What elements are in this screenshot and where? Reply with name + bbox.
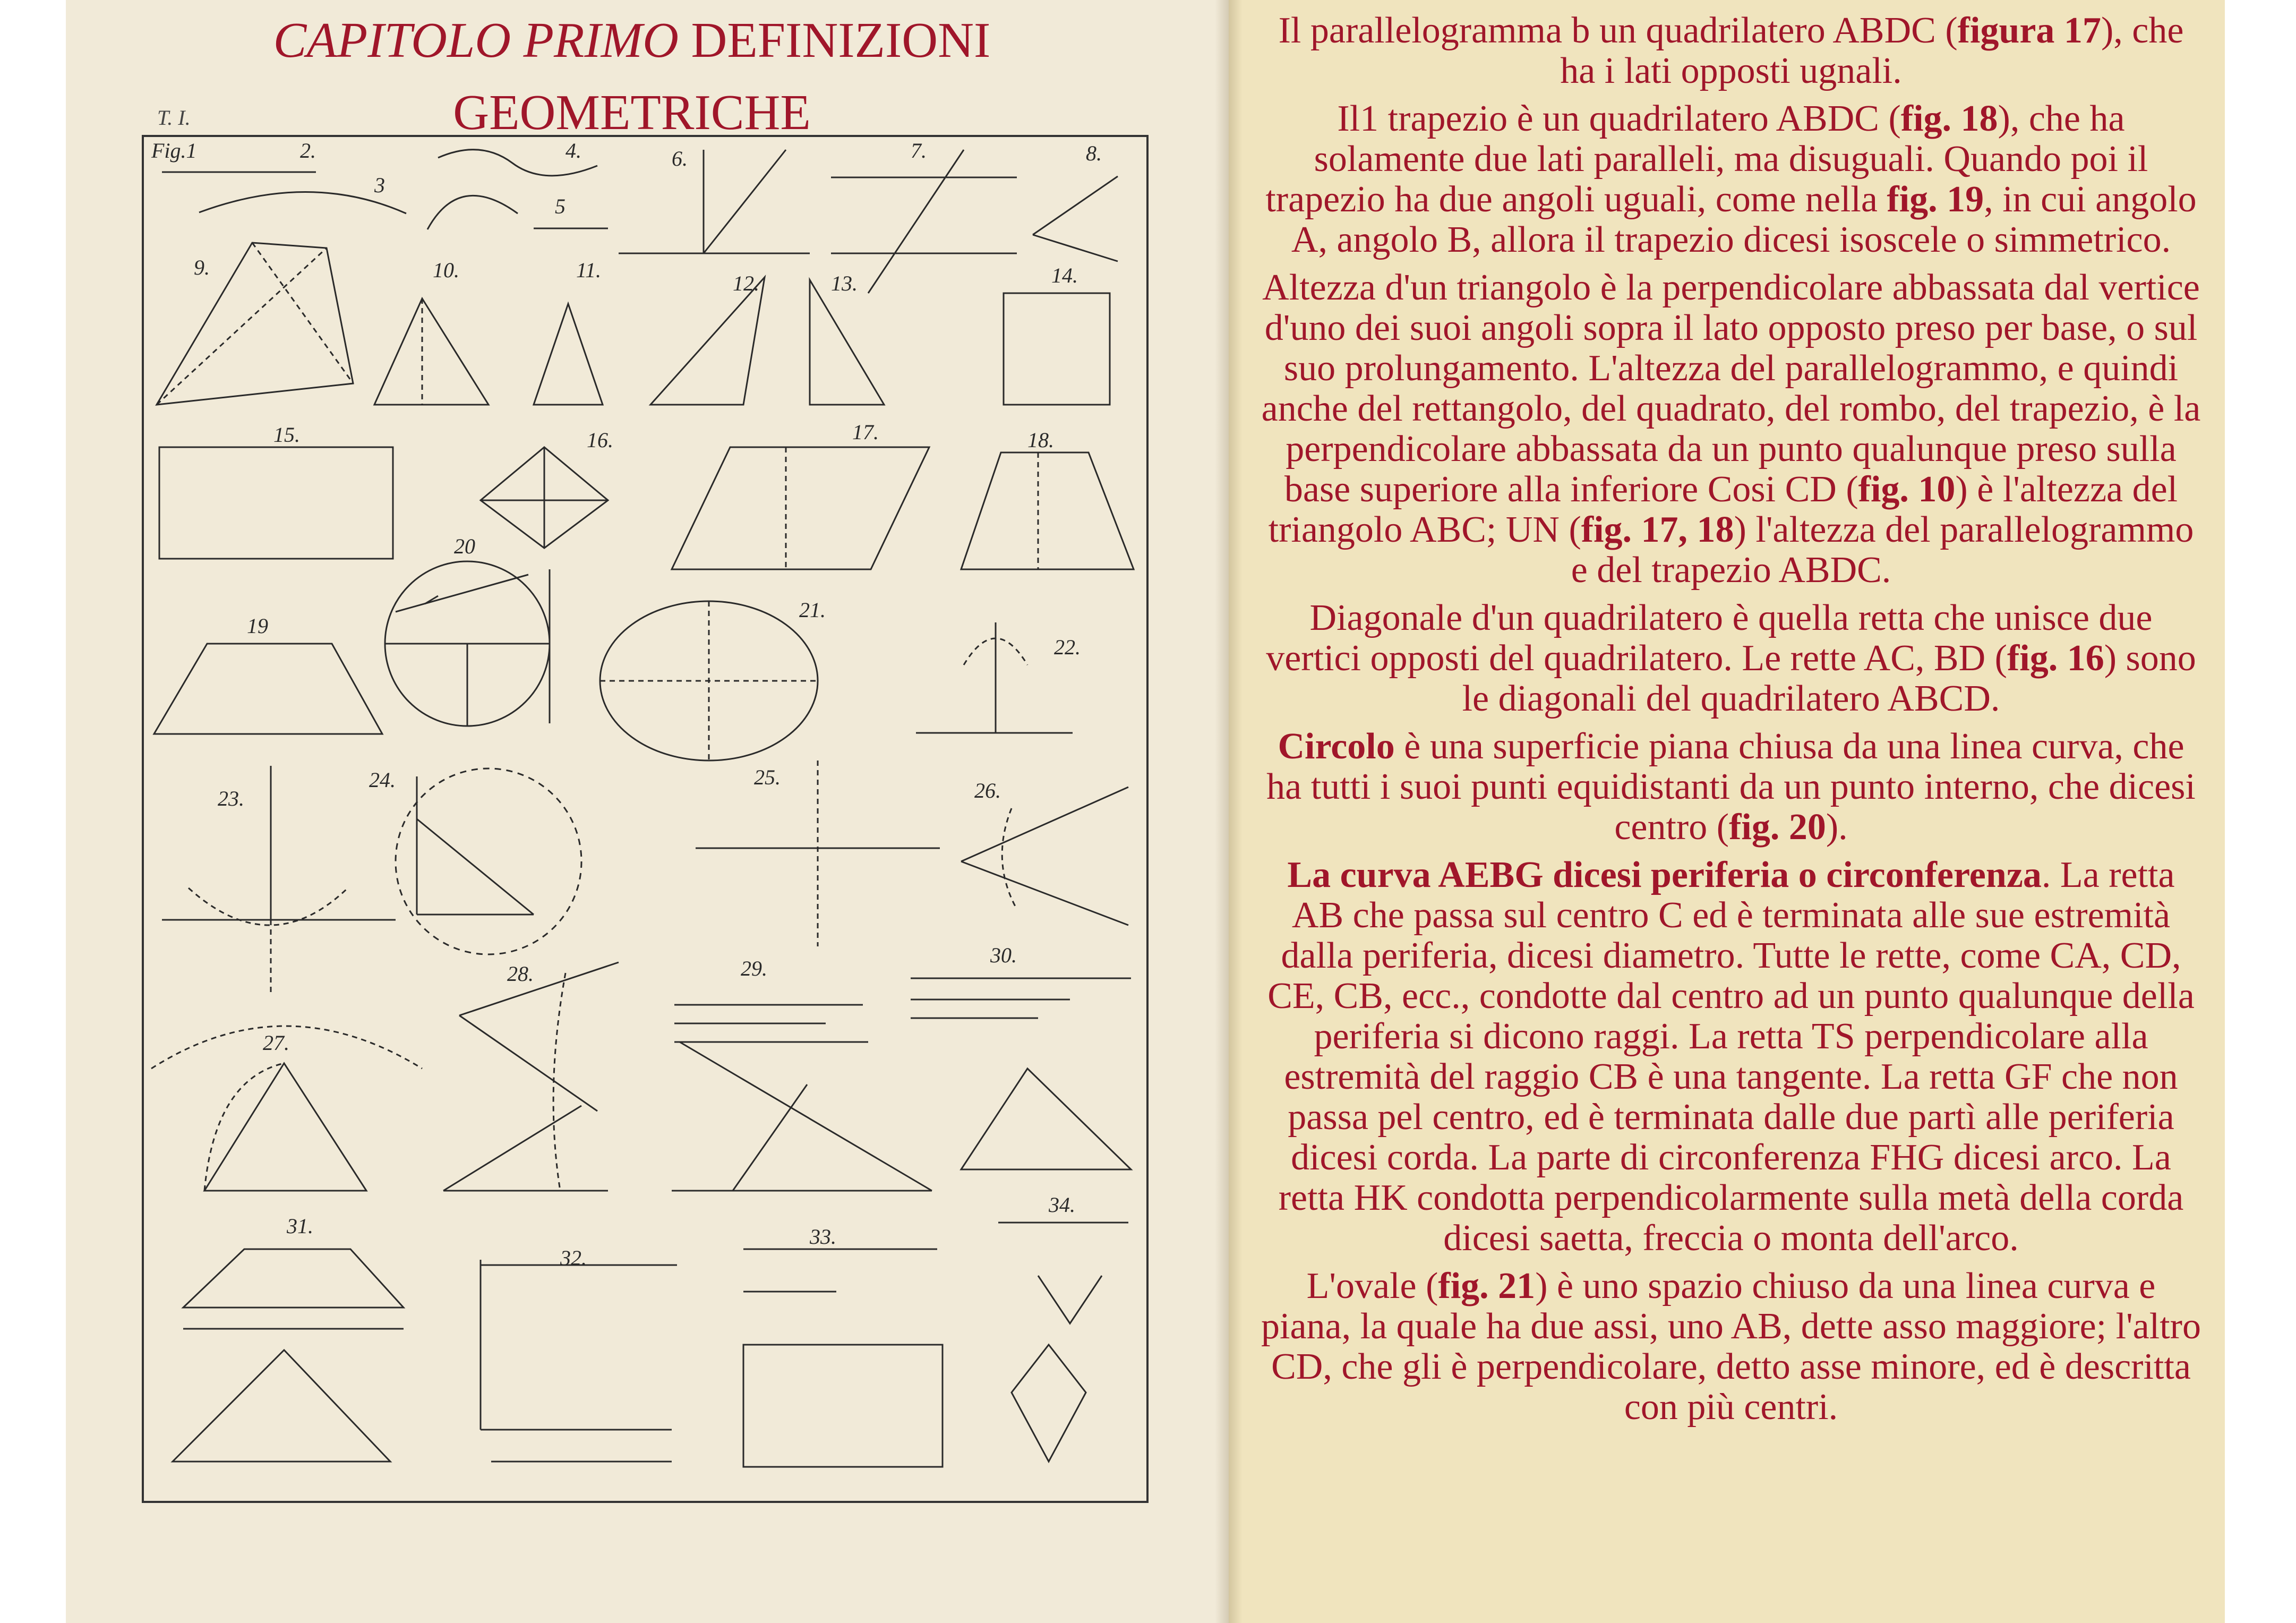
fig-label-25: 25.	[754, 765, 781, 789]
p4-text-c: ) sono le diagonali del quadrilatero ABCD.	[1462, 638, 2196, 719]
fig-label-23: 23.	[218, 787, 244, 810]
figure-8	[1033, 176, 1118, 261]
figure-34	[998, 1223, 1128, 1462]
fig-label-21: 21.	[799, 598, 826, 622]
fig-label-16: 16.	[587, 428, 613, 452]
fig-label-28: 28.	[507, 962, 534, 986]
fig-label-32: 32.	[560, 1246, 587, 1270]
p6-text-a: . La retta AB che passa sul centro C ed è terminata alle sue estremità dalla periferia, dicesi diametro. Tutte le rette, come CA, CD, CE, CB, ecc., condotte dal centro ad un punto qualunque della periferia si dicono raggi. La retta TS perpendicolare alla estremità del raggio CB è una tangente. La retta GF che non passa pel centro, ed è terminata dalle due partì alle periferia dicesi corda. La parte di circonferenza FHG dicesi arco. La retta HK condotta perpendicolarmente sulla metà della corda dicesi saetta, freccia o monta dell'arco.	[1267, 855, 2195, 1259]
geometry-plate	[141, 134, 1150, 1504]
figure-1-2-3	[162, 172, 406, 213]
p1-ref-fig17: figura 17	[1957, 10, 2101, 51]
p3-ref-fig10: fig. 10	[1858, 469, 1956, 510]
fig-label-19: 19	[247, 614, 268, 638]
paragraph-circle	[1258, 727, 2204, 848]
p2-text-a: Il1 trapezio è un quadrilatero ABDC (	[1337, 98, 1901, 139]
book-gutter	[1215, 0, 1243, 1623]
figure-6	[619, 150, 810, 253]
figure-18	[961, 452, 1134, 569]
fig-label-20: 20	[454, 534, 475, 558]
fig-label-29: 29.	[741, 956, 767, 980]
figure-7	[831, 150, 1017, 293]
p5-text-c: ).	[1826, 807, 1848, 848]
figure-33	[743, 1249, 943, 1467]
p1-text-c: ), che ha i lati opposti ugnali.	[1560, 10, 2184, 91]
figure-11	[534, 304, 603, 405]
figure-21	[600, 601, 818, 761]
p5-ref-fig20: fig. 20	[1729, 807, 1826, 848]
figure-25	[696, 761, 940, 946]
fig-label-10: 10.	[433, 258, 459, 282]
fig-label-7: 7.	[911, 139, 927, 163]
p6-heading: La curva AEBG dicesi periferia o circonferenza	[1287, 855, 2042, 895]
figure-15	[159, 447, 393, 559]
figure-23	[162, 766, 396, 994]
figure-24	[396, 768, 581, 954]
fig-label-26: 26.	[974, 779, 1001, 802]
p5-text-a: è una superficie piana chiusa da una linea curva, che ha tutti i suoi punti equidistanti da un punto interno, che dicesi centro (	[1266, 726, 2196, 848]
p7-ref-fig21: fig. 21	[1438, 1266, 1536, 1306]
fig-label-17: 17.	[852, 420, 879, 444]
p7-text-c: ) è uno spazio chiuso da una linea curva e piana, la quale ha due assi, uno AB, dette asso maggiore; l'altro CD, che gli è perpendicolare, detto asse minore, ed è descritta con più centri.	[1261, 1266, 2201, 1428]
paragraph-trapezoid	[1258, 99, 2204, 260]
figure-26	[961, 787, 1128, 925]
fig-label-24: 24.	[369, 768, 396, 792]
figure-28	[443, 962, 619, 1191]
fig-label-27: 27.	[263, 1031, 289, 1055]
fig-label-30: 30.	[990, 943, 1017, 967]
fig-label-6: 6.	[672, 147, 688, 170]
fig-label-12: 12.	[733, 271, 759, 295]
chapter-title-line1: DEFINIZIONI	[678, 13, 991, 68]
figure-10	[374, 298, 489, 405]
fig-label-11: 11.	[576, 258, 602, 282]
figure-16	[481, 447, 608, 548]
figure-19	[154, 644, 382, 734]
figure-29	[672, 1005, 932, 1191]
fig-label-31: 31.	[287, 1214, 313, 1238]
figure-31	[173, 1249, 404, 1462]
paragraph-parallelogram	[1258, 11, 2204, 91]
fig-label-2: 2.	[300, 139, 316, 163]
figure-17	[672, 447, 929, 569]
p3-text-c: ) è l'altezza del triangolo ABC; UN (	[1268, 469, 2178, 550]
plate-label: T. I.	[157, 106, 191, 130]
text-column	[1258, 11, 2204, 1435]
chapter-title-italic: CAPITOLO PRIMO	[273, 13, 679, 68]
p2-text-d: , in cui angolo A, angolo B, allora il trapezio dicesi isoscele o simmetrico.	[1291, 179, 2197, 260]
figure-13	[810, 280, 884, 405]
fig-label-33: 33.	[810, 1225, 836, 1249]
p5-term-circolo: Circolo	[1278, 726, 1395, 767]
fig-label-3: 3	[374, 173, 385, 197]
p3-text-d: ) l'altezza del parallelogrammo e del trapezio ABDC.	[1571, 509, 2194, 591]
figure-9	[157, 243, 353, 405]
p2-ref-fig18: fig. 18	[1900, 98, 1998, 139]
p7-text-a: L'ovale (	[1306, 1266, 1438, 1306]
p3-ref-fig17-18: fig. 17, 18	[1581, 509, 1734, 550]
figure-12	[650, 277, 765, 405]
fig-label-14: 14.	[1051, 263, 1078, 287]
fig-label-15: 15.	[273, 423, 300, 447]
paragraph-height	[1258, 268, 2204, 591]
p2-text-c: ), che ha solamente due lati paralleli, ma disuguali. Quando poi il trapezio ha due angoli uguali, come nella	[1265, 98, 2148, 220]
figure-32	[481, 1260, 677, 1462]
p3-text-a: Altezza d'un triangolo è la perpendicolare abbassata dal vertice d'uno dei suoi angoli sopra il lato opposto preso per base, o sul suo prolungamento. L'altezza del parallelogrammo, e quindi anche del rettangolo, del quadrato, del rombo, del trapezio, è la perpendicolare abbassata da un punto qualunque preso sulla base superiore alla inferiore Cosi CD (	[1261, 267, 2201, 510]
paragraph-circumference	[1258, 855, 2204, 1259]
fig-label-22: 22.	[1054, 635, 1081, 659]
chapter-title	[175, 4, 1089, 149]
figure-22	[916, 622, 1073, 733]
plate-border	[143, 136, 1147, 1502]
fig-label-8: 8.	[1086, 141, 1102, 165]
fig-label-5: 5	[555, 194, 566, 218]
fig-label-34: 34.	[1049, 1193, 1075, 1217]
fig-label-18: 18.	[1027, 428, 1054, 452]
p4-ref-fig16: fig. 16	[2007, 638, 2104, 679]
p1-text-a: Il parallelogramma b un quadrilatero ABDC (	[1278, 10, 1958, 51]
fig-label-9: 9.	[194, 255, 210, 279]
p4-text-a: Diagonale d'un quadrilatero è quella retta che unisce due vertici opposti del quadrilatero. Le rette AC, BD (	[1266, 597, 2153, 679]
chapter-title-line2: GEOMETRICHE	[453, 85, 811, 140]
figure-14	[1004, 293, 1110, 405]
p2-ref-fig19: fig. 19	[1887, 179, 1984, 220]
figure-20	[385, 561, 550, 726]
fig-label-4: 4.	[566, 139, 581, 163]
paragraph-oval	[1258, 1266, 2204, 1428]
fig-label-13: 13.	[831, 271, 858, 295]
paragraph-diagonal	[1258, 598, 2204, 719]
fig-label-1: Fig.1	[151, 139, 197, 163]
figure-30	[911, 978, 1131, 1169]
